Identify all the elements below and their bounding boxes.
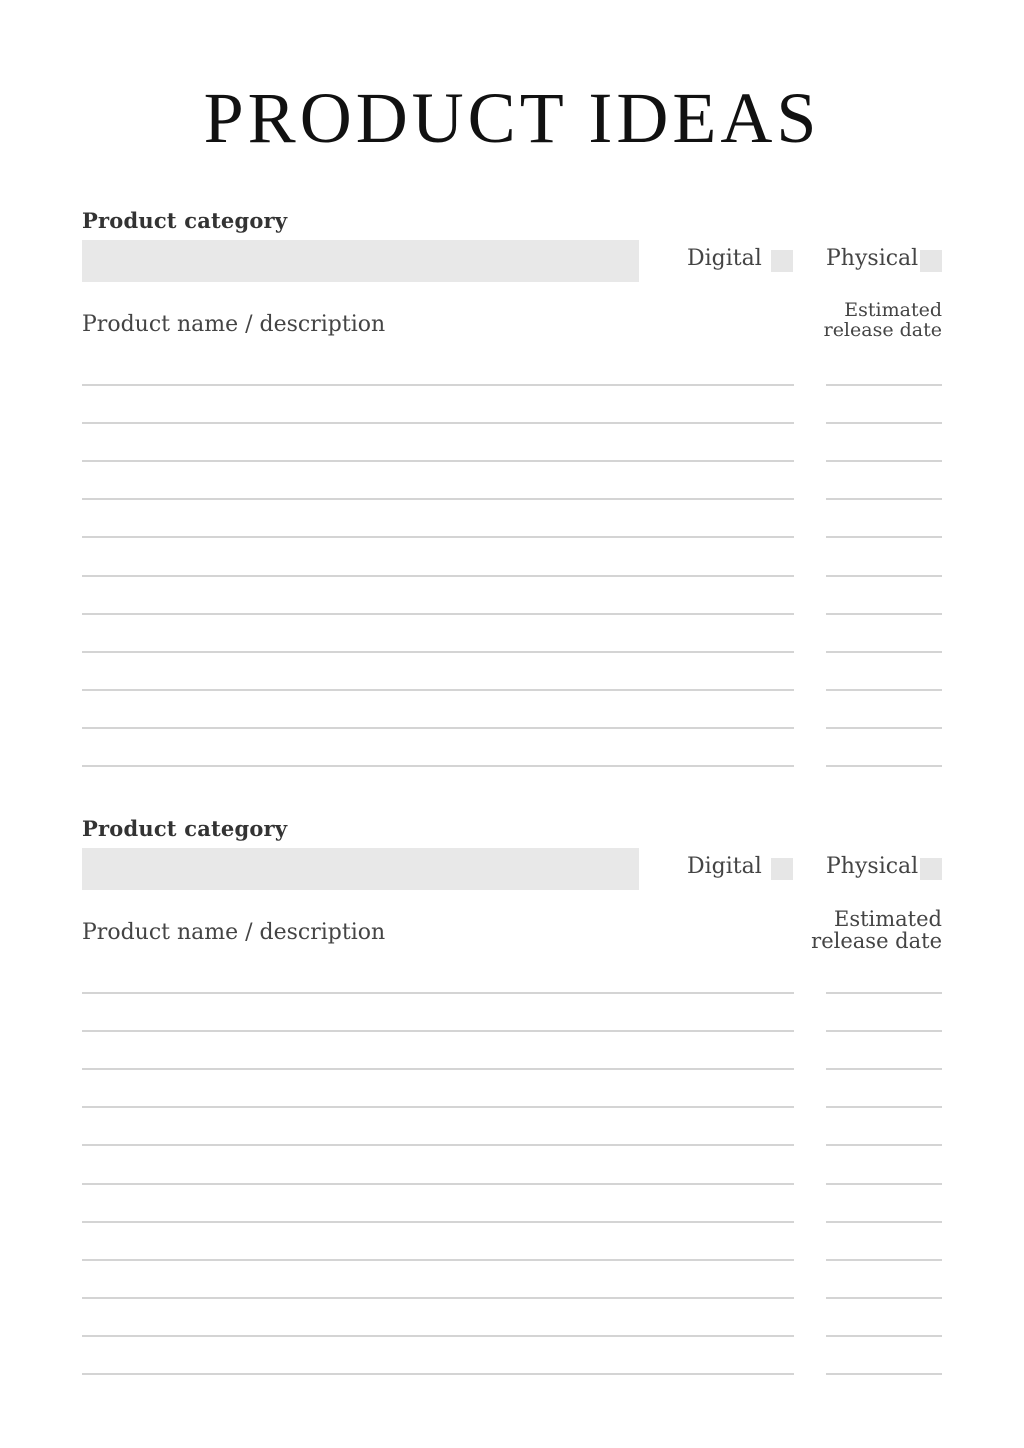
- release-date-line[interactable]: [826, 1335, 942, 1337]
- description-line[interactable]: [82, 1106, 794, 1108]
- entry-row[interactable]: [82, 422, 942, 424]
- entry-row[interactable]: [82, 727, 942, 729]
- description-line[interactable]: [82, 1373, 794, 1375]
- product-description-label: Product name / description: [82, 920, 386, 945]
- description-line[interactable]: [82, 460, 794, 462]
- entry-row[interactable]: [82, 1030, 942, 1032]
- entry-row[interactable]: [82, 575, 942, 577]
- entry-row[interactable]: [82, 992, 942, 994]
- release-date-line[interactable]: [826, 384, 942, 386]
- release-date-line[interactable]: [826, 575, 942, 577]
- release-date-line[interactable]: [826, 1221, 942, 1223]
- release-date-line[interactable]: [826, 992, 942, 994]
- release-label-line-2: release date: [811, 929, 942, 953]
- entry-row[interactable]: [82, 765, 942, 767]
- release-date-line[interactable]: [826, 1373, 942, 1375]
- entry-row[interactable]: [82, 1068, 942, 1070]
- description-line[interactable]: [82, 613, 794, 615]
- description-line[interactable]: [82, 1221, 794, 1223]
- physical-option-label: Physical: [826, 854, 919, 879]
- product-section-2: [82, 818, 942, 1388]
- physical-checkbox[interactable]: [920, 858, 942, 880]
- entry-row[interactable]: [82, 1335, 942, 1337]
- entry-row[interactable]: [82, 536, 942, 538]
- description-line[interactable]: [82, 689, 794, 691]
- description-line[interactable]: [82, 1335, 794, 1337]
- description-line[interactable]: [82, 384, 794, 386]
- description-line[interactable]: [82, 1183, 794, 1185]
- description-line[interactable]: [82, 575, 794, 577]
- description-line[interactable]: [82, 1144, 794, 1146]
- description-line[interactable]: [82, 992, 794, 994]
- release-date-line[interactable]: [826, 460, 942, 462]
- release-date-line[interactable]: [826, 498, 942, 500]
- description-line[interactable]: [82, 536, 794, 538]
- release-date-line[interactable]: [826, 536, 942, 538]
- release-date-line[interactable]: [826, 1030, 942, 1032]
- entry-row[interactable]: [82, 1106, 942, 1108]
- product-section-1: [82, 210, 942, 780]
- estimated-release-date-label: [802, 908, 942, 952]
- product-category-label: Product category: [82, 208, 288, 233]
- entry-row[interactable]: [82, 1183, 942, 1185]
- description-line[interactable]: [82, 498, 794, 500]
- entry-row[interactable]: [82, 498, 942, 500]
- release-date-line[interactable]: [826, 1183, 942, 1185]
- entry-row[interactable]: [82, 1259, 942, 1261]
- description-line[interactable]: [82, 1030, 794, 1032]
- description-line[interactable]: [82, 1259, 794, 1261]
- release-date-line[interactable]: [826, 1259, 942, 1261]
- description-line[interactable]: [82, 651, 794, 653]
- entry-row[interactable]: [82, 460, 942, 462]
- release-date-line[interactable]: [826, 765, 942, 767]
- entry-row[interactable]: [82, 613, 942, 615]
- description-line[interactable]: [82, 727, 794, 729]
- product-category-label: Product category: [82, 816, 288, 841]
- release-label-line-1: Estimated: [844, 299, 942, 321]
- description-line[interactable]: [82, 422, 794, 424]
- physical-checkbox[interactable]: [920, 250, 942, 272]
- product-category-field[interactable]: [82, 240, 639, 282]
- physical-option-label: Physical: [826, 246, 919, 271]
- digital-option-label: Digital: [687, 246, 762, 271]
- page-title: PRODUCT IDEAS: [203, 78, 821, 158]
- product-description-label: Product name / description: [82, 312, 386, 337]
- release-date-line[interactable]: [826, 1068, 942, 1070]
- description-line[interactable]: [82, 1297, 794, 1299]
- estimated-release-date-label: [802, 300, 942, 340]
- release-date-line[interactable]: [826, 1144, 942, 1146]
- entry-row[interactable]: [82, 384, 942, 386]
- release-date-line[interactable]: [826, 613, 942, 615]
- description-line[interactable]: [82, 1068, 794, 1070]
- entry-row[interactable]: [82, 1373, 942, 1375]
- release-label-line-1: Estimated: [833, 907, 942, 931]
- digital-option-label: Digital: [687, 854, 762, 879]
- release-date-line[interactable]: [826, 727, 942, 729]
- release-date-line[interactable]: [826, 651, 942, 653]
- entry-row[interactable]: [82, 689, 942, 691]
- product-category-field[interactable]: [82, 848, 639, 890]
- release-date-line[interactable]: [826, 1297, 942, 1299]
- entry-row[interactable]: [82, 1144, 942, 1146]
- release-label-line-2: release date: [823, 319, 942, 341]
- release-date-line[interactable]: [826, 689, 942, 691]
- digital-checkbox[interactable]: [771, 250, 793, 272]
- entry-row[interactable]: [82, 1297, 942, 1299]
- release-date-line[interactable]: [826, 1106, 942, 1108]
- release-date-line[interactable]: [826, 422, 942, 424]
- description-line[interactable]: [82, 765, 794, 767]
- entry-row[interactable]: [82, 1221, 942, 1223]
- entry-row[interactable]: [82, 651, 942, 653]
- digital-checkbox[interactable]: [771, 858, 793, 880]
